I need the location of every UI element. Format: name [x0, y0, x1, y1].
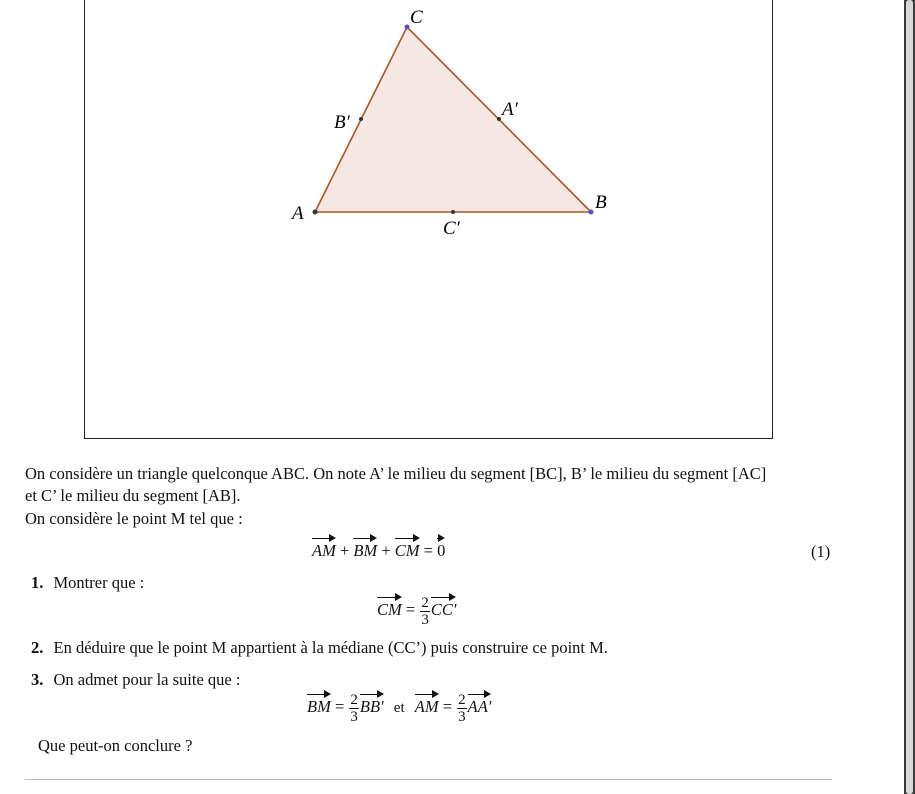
intro-line-3: On considère le point M tel que :	[25, 509, 243, 528]
fraction	[349, 692, 359, 725]
equals-sign: =	[423, 541, 433, 560]
plus-sign: +	[381, 541, 391, 560]
vector-am: AM	[415, 689, 439, 717]
equation-1	[312, 533, 445, 561]
question-text: En déduire que le point M appartient à la médiane (CC’) puis construire ce point M.	[53, 638, 608, 657]
vector-cm: CM	[395, 533, 420, 561]
question-number: 2.	[31, 638, 44, 657]
scrollbar-thumb[interactable]	[906, 0, 913, 794]
vector-am: AM	[312, 533, 336, 561]
triangle-abc	[315, 27, 591, 212]
vector-bm: BM	[307, 689, 331, 717]
equation-2	[377, 592, 456, 628]
vector-aa-prime: AA′	[468, 689, 492, 717]
label-a-prime: A′	[502, 99, 518, 120]
point-c	[405, 25, 410, 30]
intro-line-2: et C’ le milieu du segment [AB].	[25, 486, 241, 505]
question-text: On admet pour la suite que :	[53, 670, 241, 689]
label-b: B	[595, 192, 607, 213]
equation-3	[307, 689, 491, 725]
question-number: 1.	[31, 573, 44, 592]
plus-sign: +	[339, 541, 350, 560]
vector-cm: CM	[377, 592, 402, 620]
equation-label: (1)	[811, 542, 831, 561]
fraction	[457, 692, 467, 725]
vector-bm: BM	[353, 533, 377, 561]
fraction-denominator: 3	[350, 708, 358, 725]
vector-bb-prime: BB′	[360, 689, 384, 717]
point-b-prime	[359, 117, 363, 121]
equals-sign: =	[405, 600, 416, 619]
question-1	[31, 572, 144, 593]
equals-sign: =	[442, 697, 453, 716]
question-3	[31, 669, 240, 690]
label-c: C	[410, 7, 423, 28]
point-a-prime	[497, 117, 501, 121]
footer-divider	[25, 779, 832, 780]
triangle-figure	[85, 0, 774, 440]
fraction-numerator: 2	[421, 594, 429, 611]
equals-sign: =	[334, 697, 345, 716]
intro-line-1: On considère un triangle quelconque ABC. On note A’ le milieu du segment [BC], B’ le milieu du segment [AC]	[25, 464, 767, 483]
question-text: Montrer que :	[53, 573, 145, 592]
fraction-numerator: 2	[350, 691, 358, 708]
question-number: 3.	[31, 670, 44, 689]
fraction-denominator: 3	[458, 708, 466, 725]
scrollbar[interactable]	[904, 0, 915, 794]
label-a: A	[292, 203, 304, 224]
zero-vector: 0	[437, 533, 445, 561]
label-c-prime: C′	[443, 218, 460, 239]
fraction	[420, 595, 430, 628]
conclusion-question: Que peut-on conclure ?	[38, 736, 193, 755]
fraction-denominator: 3	[421, 611, 429, 628]
conjunction-et: et	[393, 700, 405, 716]
fraction-numerator: 2	[458, 691, 466, 708]
label-b-prime: B′	[334, 112, 350, 133]
vector-cc-prime: CC′	[431, 592, 457, 620]
point-a	[313, 210, 318, 215]
point-b	[589, 210, 594, 215]
figure-frame	[84, 0, 773, 439]
question-2	[31, 637, 608, 658]
point-c-prime	[451, 210, 455, 214]
